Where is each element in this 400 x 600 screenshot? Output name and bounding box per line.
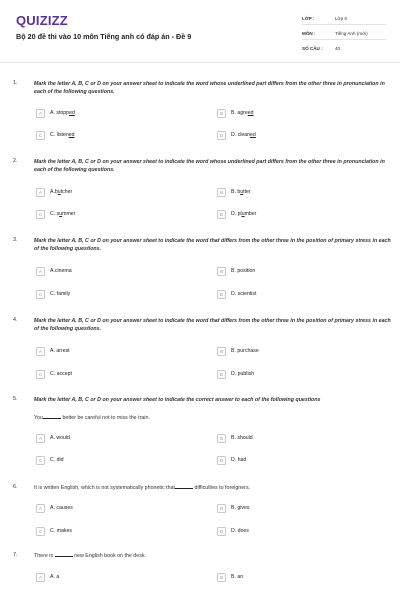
question-instruction: Mark the letter A, B, C or D on your answer sheet to indicate the word that differs from the other three in the position of primary stress in each of the following questions. <box>34 238 391 253</box>
question-number: 1. <box>13 80 18 86</box>
question-number: 5. <box>13 396 18 402</box>
option-letter-box: C <box>36 456 45 465</box>
meta-divider <box>302 24 386 25</box>
question-instruction: Mark the letter A, B, C or D on your answer sheet to indicate the word whose underlined part differs from the other three in pronunciation in each of the following questions. <box>34 159 385 174</box>
question-instruction: Mark the letter A, B, C or D on your answer sheet to indicate the correct answer to each of the following questions <box>34 397 321 403</box>
option-letter-box: A <box>36 188 45 197</box>
option-letter-box: C <box>36 290 45 299</box>
meta-divider <box>302 39 386 40</box>
option-letter-box: A <box>36 573 45 582</box>
option-letter-box: D <box>217 210 226 219</box>
option-letter-box: D <box>217 456 226 465</box>
question-instruction: Mark the letter A, B, C or D on your answer sheet to indicate the word whose underlined part differs from the other three in pronunciation in each of the following questions. <box>34 81 385 96</box>
option-letter-box: A <box>36 434 45 443</box>
question-number: 7. <box>13 552 18 558</box>
question-number: 4. <box>13 317 18 323</box>
option-letter-box: B <box>217 188 226 197</box>
option-letter-box: A <box>36 347 45 356</box>
question-number: 2. <box>13 158 18 164</box>
answer-blank <box>55 552 73 557</box>
meta-count-key: SỐ CÂU : <box>302 46 323 51</box>
meta-count <box>302 46 340 51</box>
worksheet-title: Bộ 20 đề thi vào 10 môn Tiếng anh có đáp án - Đề 9 <box>16 32 192 41</box>
option-letter-box: B <box>217 434 226 443</box>
answer-blank <box>43 414 61 419</box>
option-letter-box: D <box>217 131 226 140</box>
answer-blank <box>175 484 193 489</box>
question-number: 3. <box>13 237 18 243</box>
option-letter-box: B <box>217 573 226 582</box>
meta-subject-key: MÔN : <box>302 31 316 36</box>
worksheet-header <box>0 0 400 62</box>
question-instruction: Mark the letter A, B, C or D on your answer sheet to indicate the word that differs from the other three in the position of primary stress in each of the following questions. <box>34 318 391 333</box>
option-letter-box: A <box>36 504 45 513</box>
option-letter-box: D <box>217 290 226 299</box>
question-sentence: There is new English book on the desk. <box>34 553 146 559</box>
quizizz-logo: QUIZIZZ <box>16 13 68 28</box>
question-number: 6. <box>13 484 18 490</box>
option-letter-box: B <box>217 109 226 118</box>
meta-class <box>302 16 347 21</box>
option-letter-box: C <box>36 210 45 219</box>
option-letter-box: A <box>36 109 45 118</box>
option-letter-box: D <box>217 370 226 379</box>
option-letter-box: D <box>217 527 226 536</box>
option-letter-box: B <box>217 267 226 276</box>
option-letter-box: C <box>36 527 45 536</box>
meta-subject <box>302 31 368 36</box>
header-divider <box>0 62 400 63</box>
option-letter-box: B <box>217 504 226 513</box>
meta-class-value: Lớp 9 <box>335 16 347 21</box>
question-sentence: It is written English, which is not systematically phonetic that difficulties to foreigners. <box>34 485 251 491</box>
option-letter-box: C <box>36 370 45 379</box>
question-sentence: You better be careful not to miss the train. <box>34 415 150 421</box>
option-letter-box: B <box>217 347 226 356</box>
meta-class-key: LỚP : <box>302 16 315 21</box>
option-letter-box: C <box>36 131 45 140</box>
meta-count-value: 40 <box>335 46 341 51</box>
meta-subject-value: Tiếng Anh (mới) <box>335 31 368 36</box>
option-letter-box: A <box>36 267 45 276</box>
